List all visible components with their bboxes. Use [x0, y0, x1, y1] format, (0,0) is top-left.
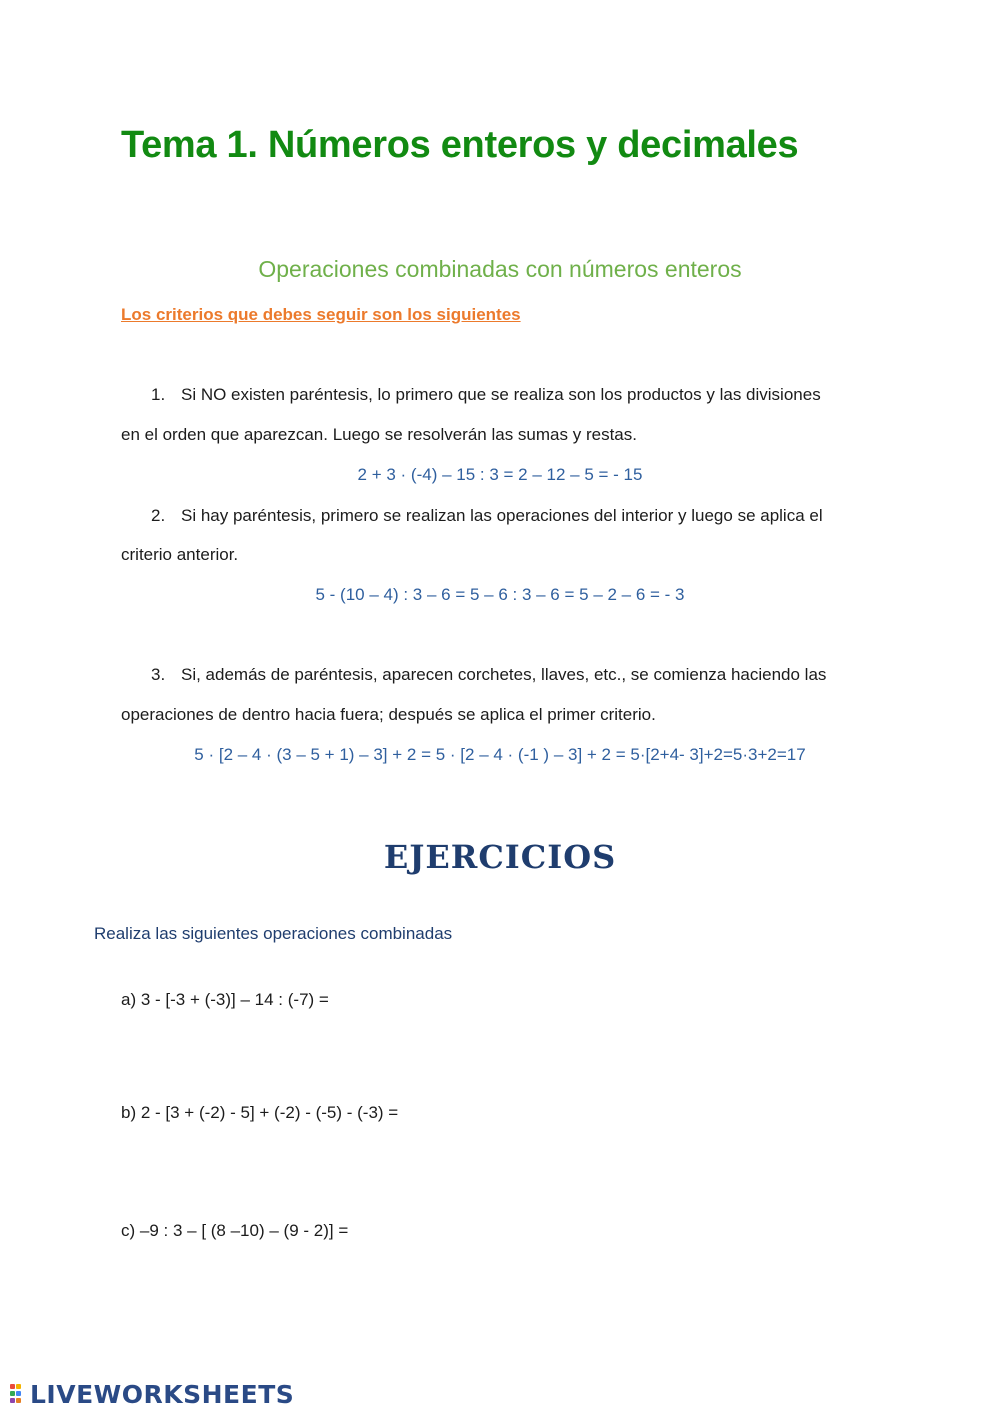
criterion-3-example: 5 · [2 – 4 · (3 – 5 + 1) – 3] + 2 = 5 · [2 – 4 · (-1 ) – 3] + 2 = 5·[2+4- 3]+2=5·3+2=17	[194, 745, 806, 764]
exercise-a: a) 3 - [-3 + (-3)] – 14 : (-7) =	[121, 990, 329, 1009]
page-title: Tema 1. Números enteros y decimales	[121, 124, 799, 166]
criterion-2-line2: criterio anterior.	[121, 545, 239, 564]
criterion-1-example: 2 + 3 · (-4) – 15 : 3 = 2 – 12 – 5 = - 15	[357, 465, 643, 484]
criterion-1-text: Si NO existen paréntesis, lo primero que se realiza son los productos y las divisiones	[181, 385, 821, 404]
criterion-3-number: 3.	[151, 665, 166, 684]
criteria-heading: Los criterios que debes seguir son los siguientes	[121, 305, 521, 324]
criterion-1-number: 1.	[151, 385, 166, 404]
criterion-3-line2: operaciones de dentro hacia fuera; después se aplica el primer criterio.	[121, 705, 656, 724]
liveworksheets-logo[interactable]	[10, 1380, 294, 1409]
liveworksheets-logo-icon	[10, 1382, 28, 1408]
criterion-2-text: Si hay paréntesis, primero se realizan las operaciones del interior y luego se aplica el	[181, 506, 823, 525]
section-subtitle: Operaciones combinadas con números enteros	[258, 256, 742, 282]
criterion-3-text: Si, además de paréntesis, aparecen corchetes, llaves, etc., se comienza haciendo las	[181, 665, 827, 684]
footer-brand: LIVEWORKSHEETS	[30, 1380, 295, 1409]
criterion-2-example: 5 - (10 – 4) : 3 – 6 = 5 – 6 : 3 – 6 = 5 – 2 – 6 = - 3	[315, 585, 685, 604]
exercises-heading: EJERCICIOS	[383, 838, 617, 876]
exercise-b: b) 2 - [3 + (-2) - 5] + (-2) - (-5) - (-3) =	[121, 1103, 399, 1122]
criterion-2-number: 2.	[151, 506, 166, 525]
criterion-1-line2: en el orden que aparezcan. Luego se resolverán las sumas y restas.	[121, 425, 637, 444]
exercise-c: c) –9 : 3 – [ (8 –10) – (9 - 2)] =	[121, 1221, 349, 1240]
criterion-3-line1	[151, 665, 826, 685]
exercises-instructions: Realiza las siguientes operaciones combinadas	[94, 924, 453, 943]
criterion-2-line1	[151, 506, 823, 526]
criterion-1-line1	[151, 385, 821, 405]
